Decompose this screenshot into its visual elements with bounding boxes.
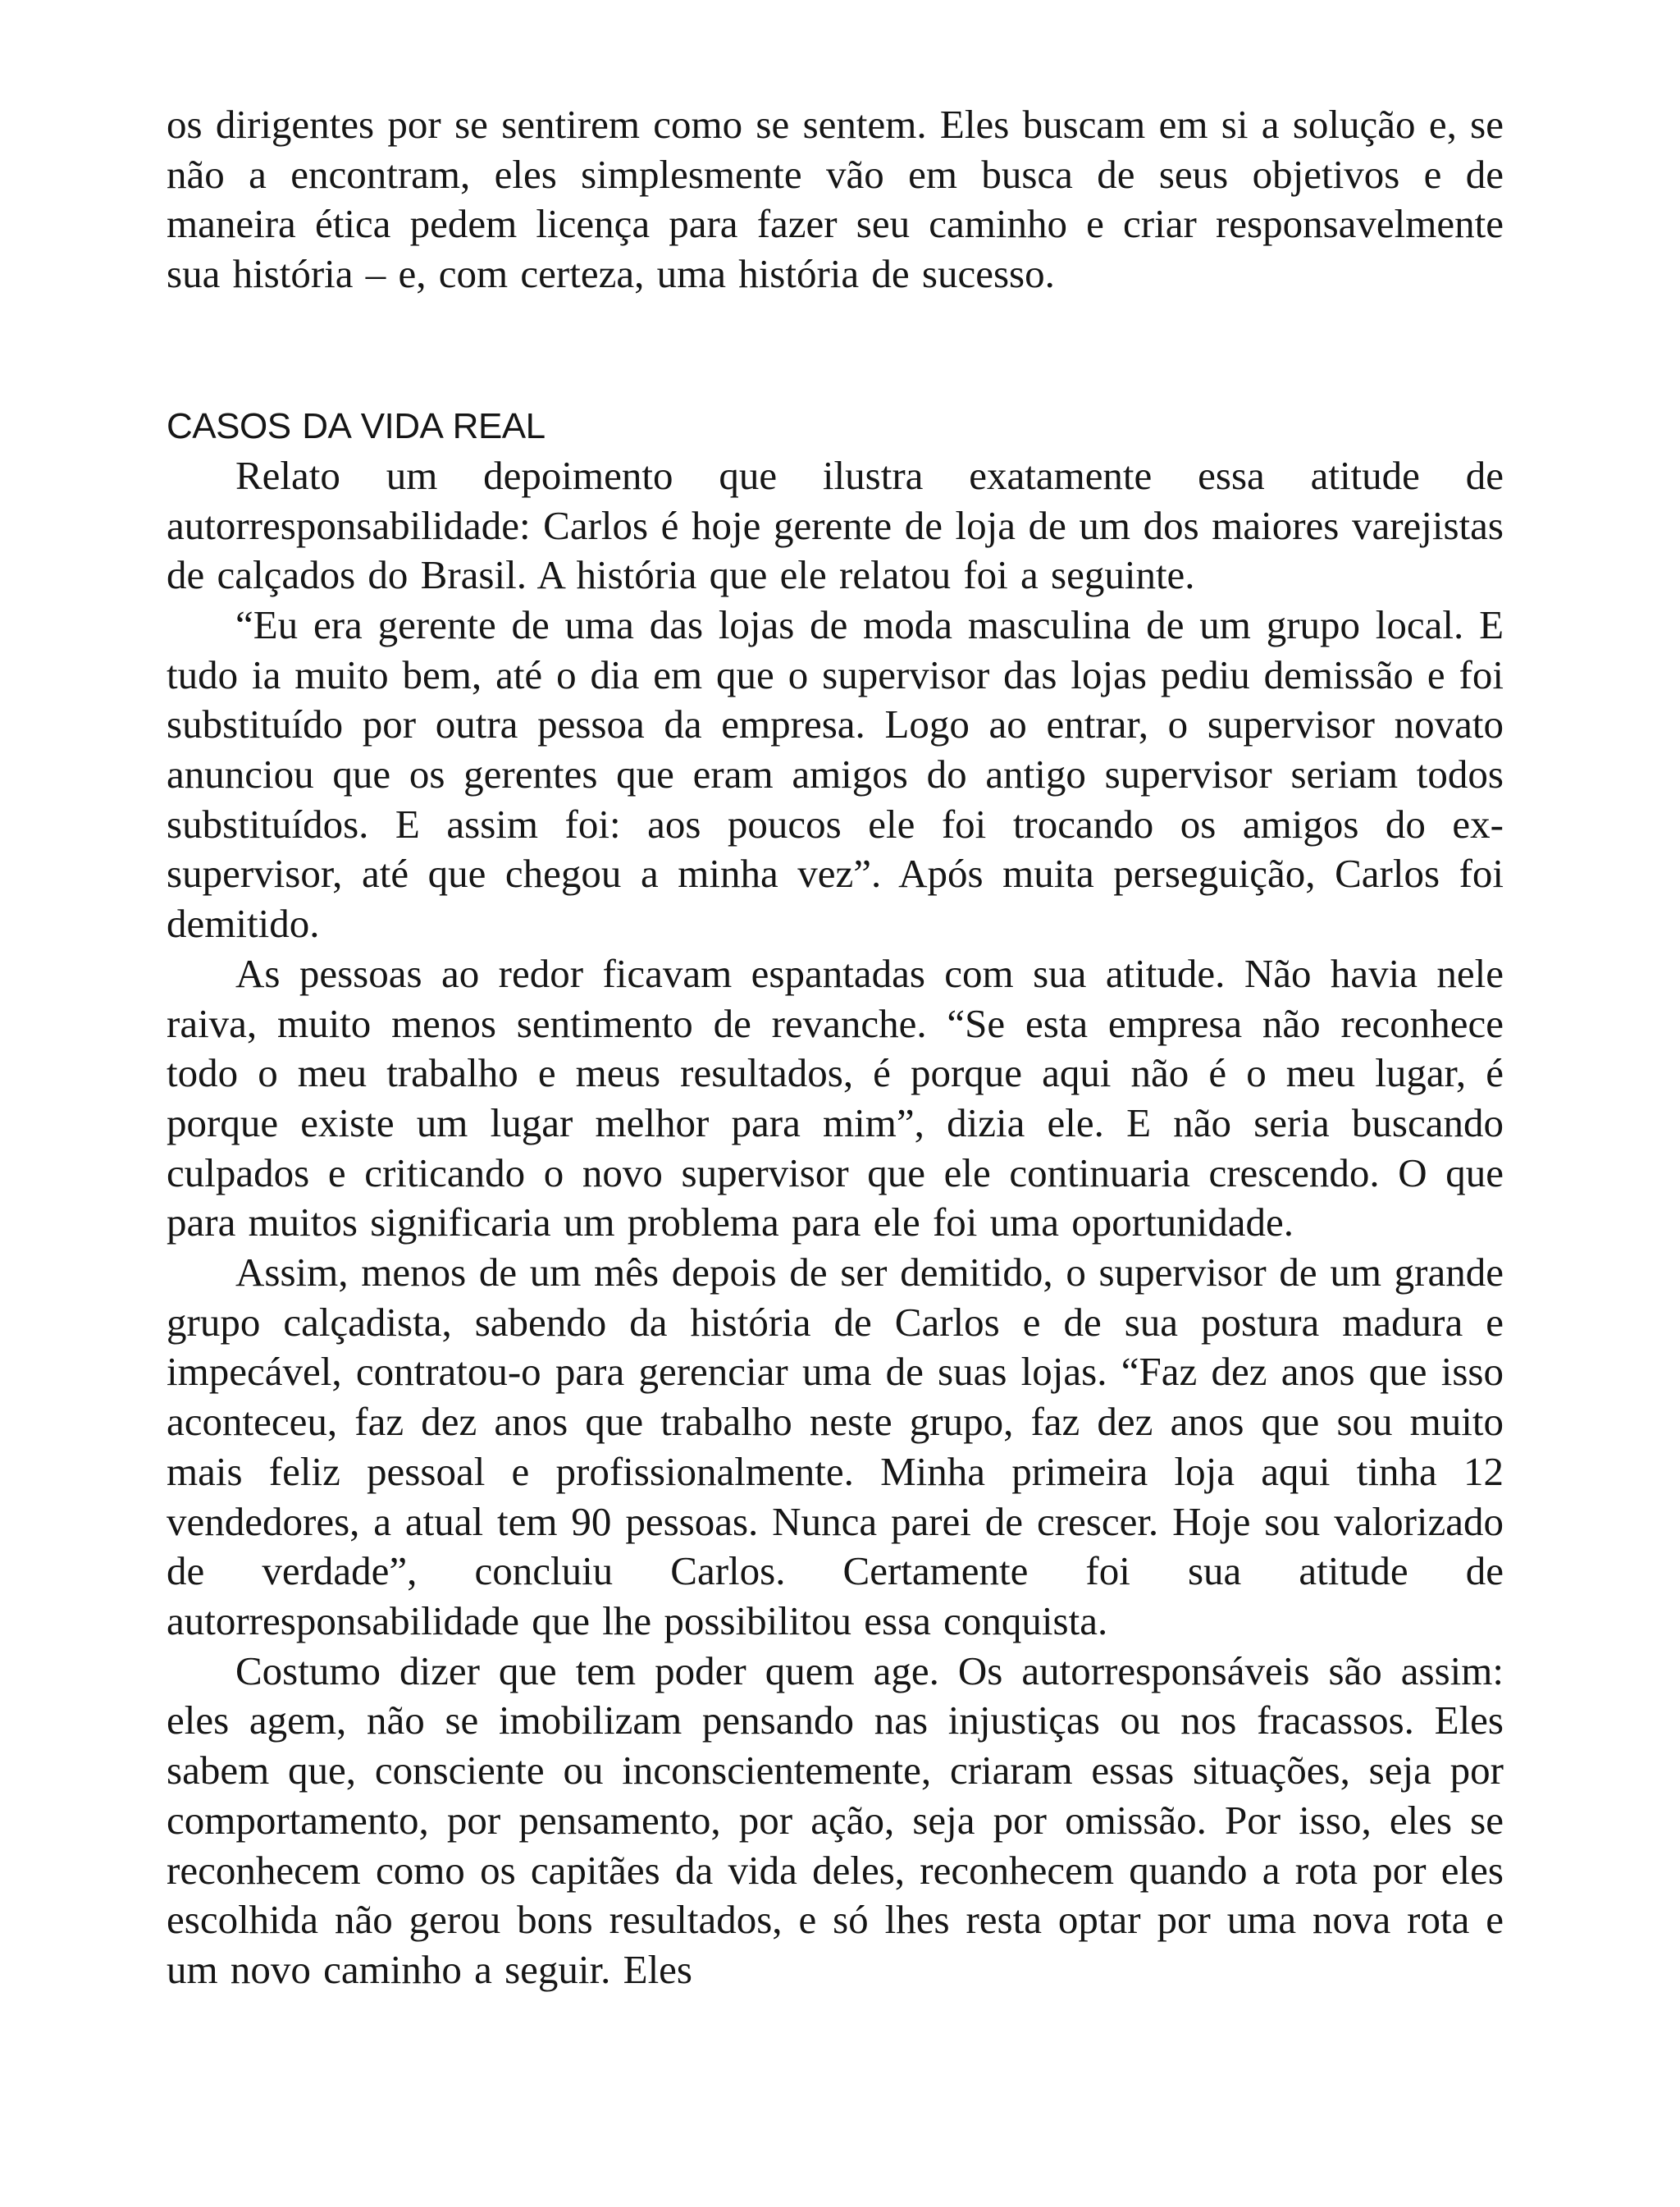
opening-paragraph: os dirigentes por se sentirem como se sentem. Eles buscam em si a solução e, se não a encontram, eles simplesmente vão em busca de seus objetivos e de maneira ética pedem licença para fazer seu caminho e criar responsavelmente sua história – e, com certeza, uma história de sucesso. bbox=[167, 102, 1504, 297]
section-heading: CASOS DA VIDA REAL bbox=[167, 405, 546, 446]
body-paragraph: “Eu era gerente de uma das lojas de moda masculina de um grupo local. E tudo ia muito bem, até o dia em que o supervisor das lojas pediu demissão e foi substituído por outra pessoa da empresa. Logo ao entrar, o supervisor novato anunciou que os gerentes que eram amigos do antigo supervisor seriam todos substituídos. E assim foi: aos poucos ele foi trocando os amigos do ex-supervisor, até que chegou a minha vez”. Após muita perseguição, Carlos foi demitido. bbox=[167, 601, 1504, 947]
book-page bbox=[167, 100, 1504, 1995]
body-paragraph: Assim, menos de um mês depois de ser demitido, o supervisor de um grande grupo calçadista, sabendo da história de Carlos e de sua postura madura e impecável, contratou-o para gerenciar uma de suas lojas. “Faz dez anos que isso aconteceu, faz dez anos que trabalho neste grupo, faz dez anos que sou muito mais feliz pessoal e profissionalmente. Minha primeira loja aqui tinha 12 vendedores, a atual tem 90 pessoas. Nunca parei de crescer. Hoje sou valorizado de verdade”, concluiu Carlos. Certamente foi sua atitude de autorresponsabilidade que lhe possibilitou essa conquista. bbox=[167, 1250, 1504, 1643]
body-paragraph: As pessoas ao redor ficavam espantadas com sua atitude. Não havia nele raiva, muito menos sentimento de revanche. “Se esta empresa não reconhece todo o meu trabalho e meus resultados, é porque aqui não é o meu lugar, é porque existe um lugar melhor para mim”, dizia ele. E não seria buscando culpados e criticando o novo supervisor que ele continuaria crescendo. O que para muitos significaria um problema para ele foi uma oportunidade. bbox=[167, 950, 1504, 1245]
body-paragraph: Costumo dizer que tem poder quem age. Os autorresponsáveis são assim: eles agem, não se imobilizam pensando nas injustiças ou nos fracassos. Eles sabem que, consciente ou inconscientemente, criaram essas situações, seja por comportamento, por pensamento, por ação, seja por omissão. Por isso, eles se reconhecem como os capitães da vida deles, reconhecem quando a rota por eles escolhida não gerou bons resultados, e só lhes resta optar por uma nova rota e um novo caminho a seguir. Eles bbox=[167, 1647, 1504, 1992]
body-paragraph: Relato um depoimento que ilustra exatamente essa atitude de autorresponsabilidade: Carlos é hoje gerente de loja de um dos maiores varejistas de calçados do Brasil. A história que ele relatou foi a seguinte. bbox=[167, 452, 1504, 598]
